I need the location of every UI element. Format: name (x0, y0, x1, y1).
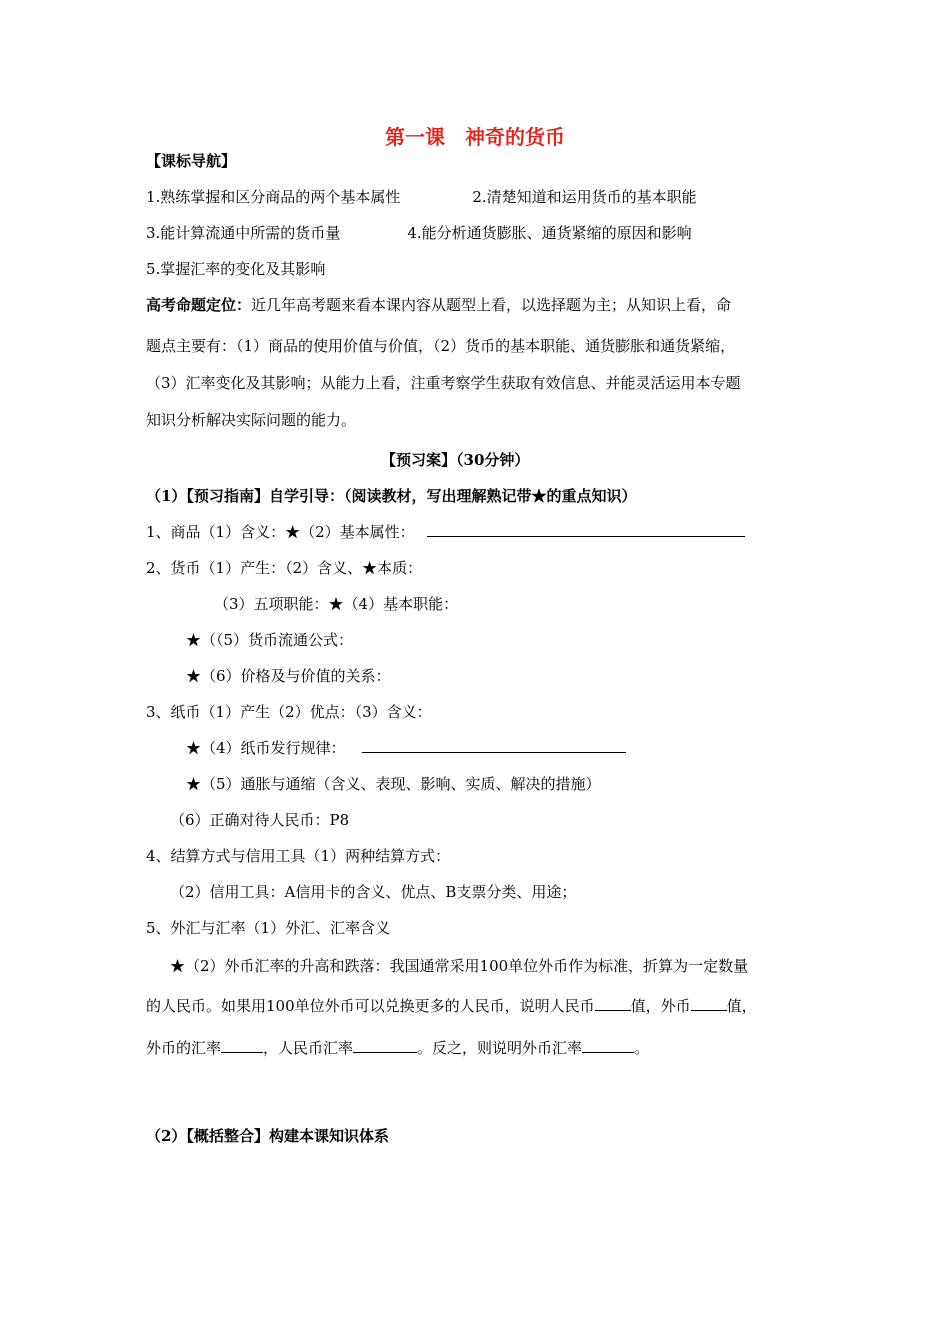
item-price-value: ★（6）价格及与价值的关系： (186, 667, 391, 685)
integration-heading: （2）【概括整合】构建本课知识体系 (146, 1127, 389, 1145)
item-text: 的人民币。如果用100单位外币可以兑换更多的人民币，说明人民币 (146, 997, 595, 1015)
item-text: 。 (634, 1039, 650, 1057)
goal-line-2 (146, 223, 692, 243)
curriculum-heading: 【课标导航】 (146, 152, 237, 170)
exam-line-3: （3）汇率变化及其影响；从能力上看，注重考察学生获取有效信息、并能灵活运用本专题 (146, 374, 741, 392)
exam-text: 近几年高考题来看本课内容从题型上看，以选择题为主；从知识上看，命 (251, 296, 732, 314)
goal-item: 2.清楚知道和运用货币的基本职能 (472, 188, 697, 206)
exam-line-2: 题点主要有：（1）商品的使用价值与价值，（2）货币的基本职能、通货膨胀和通货紧缩， (146, 337, 736, 355)
item-text: 值， (726, 997, 757, 1015)
item-paper-rule (186, 738, 626, 758)
goal-line-1 (146, 187, 697, 207)
item-text: 外币的汇率 (146, 1039, 222, 1057)
answer-blank[interactable] (595, 996, 631, 1011)
goal-item: 5.掌握汇率的变化及其影响 (146, 260, 326, 278)
exam-line-4: 知识分析解决实际问题的能力。 (146, 411, 357, 429)
item-text: 值，外币 (630, 997, 691, 1015)
goal-item: 4.能分析通货膨胀、通货紧缩的原因和影响 (407, 224, 692, 242)
page-title: 第一课 神奇的货币 (385, 125, 565, 149)
item-inflation: ★（5）通胀与通缩（含义、表现、影响、实质、解决的措施） (186, 775, 601, 793)
item-exchange-rate: ★（2）外币汇率的升高和跌落：我国通常采用100单位外币作为标准，折算为一定数量 (170, 957, 749, 975)
answer-blank[interactable] (582, 1038, 634, 1053)
answer-blank[interactable] (691, 996, 727, 1011)
exam-label: 高考命题定位： (146, 296, 252, 314)
item-text: ★（4）纸币发行规律： (186, 739, 346, 757)
item-paper-money: 3、纸币（1）产生（2）优点：（3）含义： (146, 703, 432, 721)
answer-blank[interactable] (353, 1038, 417, 1053)
item-rmb: （6）正确对待人民币：P8 (170, 811, 350, 829)
item-text: 1、商品（1）含义：★（2）基本属性： (146, 523, 415, 541)
item-forex: 5、外汇与汇率（1）外汇、汇率含义 (146, 919, 391, 937)
answer-blank[interactable] (221, 1038, 263, 1053)
item-text: ，人民币汇率 (263, 1039, 354, 1057)
answer-blank[interactable] (362, 738, 626, 753)
item-money-formula: ★（（5）货币流通公式： (186, 631, 354, 649)
item-exchange-line-3 (146, 1038, 649, 1058)
exam-line-1 (146, 295, 731, 315)
item-exchange-line-2 (146, 996, 757, 1016)
item-commodity (146, 522, 745, 542)
answer-blank[interactable] (427, 522, 745, 537)
goal-item: 3.能计算流通中所需的货币量 (146, 224, 341, 242)
goal-item: 1.熟练掌握和区分商品的两个基本属性 (146, 188, 401, 206)
item-text: 。反之，则说明外币汇率 (417, 1039, 583, 1057)
preview-heading: 【预习案】（30分钟） (381, 451, 530, 469)
item-credit-tools: （2）信用工具：A信用卡的含义、优点、B支票分类、用途； (170, 883, 577, 901)
preview-guide: （1）【预习指南】自学引导：（阅读教材，写出理解熟记带★的重点知识） (146, 487, 637, 505)
item-settlement: 4、结算方式与信用工具（1）两种结算方式： (146, 847, 451, 865)
item-money-functions: （3）五项职能：★（4）基本职能： (214, 595, 459, 613)
item-money: 2、货币（1）产生：（2）含义、★本质： (146, 559, 423, 577)
